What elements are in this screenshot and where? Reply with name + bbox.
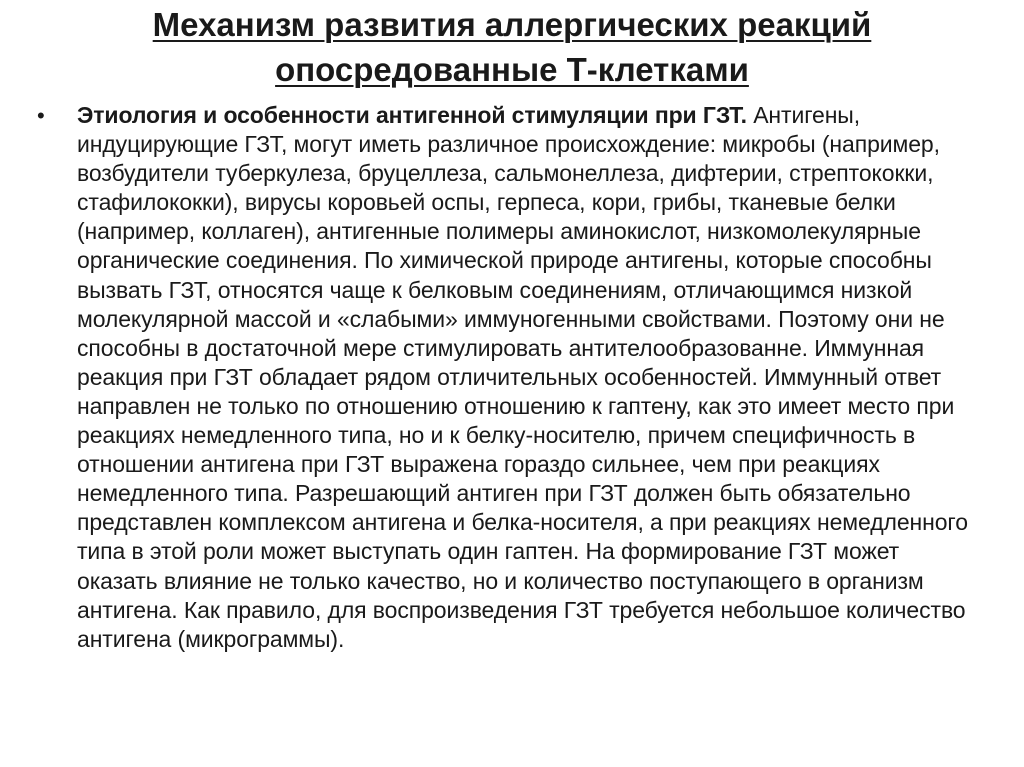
bullet-marker: •: [37, 103, 45, 128]
bullet-lead-text: Этиология и особенности антигенной стимуляции при ГЗТ.: [77, 102, 747, 128]
slide-content: [34, 101, 980, 654]
bullet-item: [34, 101, 980, 654]
slide-title: Механизм развития аллергических реакций опосредованные Т-клетками: [152, 6, 872, 88]
bullet-paragraph: [77, 101, 980, 654]
bullet-body-text: Антигены, индуцирующие ГЗТ, могут иметь различное происхождение: микробы (например, возбудители туберкулеза, бруцеллеза, сальмонеллеза, дифтерии, стрептококки, стафилококки), вирусы коровьей оспы, герпеса, кори, грибы, тканевые белки (например, коллаген), антигенные полимеры аминокислот, низкомолекулярные органические соединения. По химической природе антигены, которые способны вызвать ГЗТ, относятся чаще к белковым соединениям, отличающимся низкой молекулярной массой и «слабыми» иммуногенными свойствами. Поэтому они не способны в достаточной мере стимулировать антителообразованне. Иммунная реакция при ГЗТ обладает рядом отличительных особенностей. Иммунный ответ направлен не только по отношению отношению к гаптену, как это имеет место при реакциях немедленного типа, но и к белку-носителю, причем специфичность в отношении антигена при ГЗТ выражена гораздо сильнее, чем при реакциях немедленного типа. Разрешающий антиген при ГЗТ должен быть обязательно представлен комплексом антигена и белка-носителя, а при реакциях немедленного типа в этой роли может выступать один гаптен. На формирование ГЗТ может оказать влияние не только качество, но и количество поступающего в организм антигена. Как правило, для воспроизведения ГЗТ требуется небольшое количество антигена (микрограммы).: [77, 102, 968, 652]
